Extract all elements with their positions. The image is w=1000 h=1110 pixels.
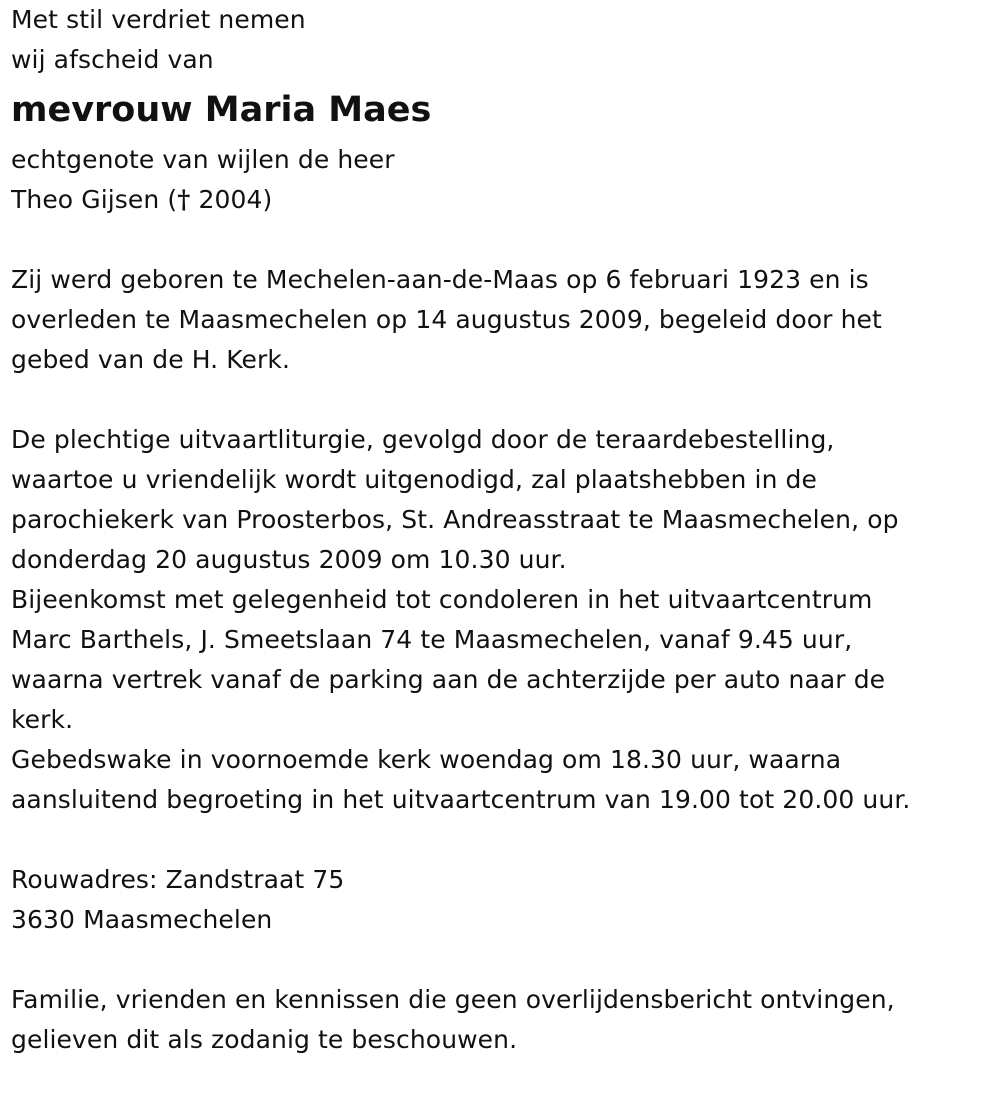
funeral-line-10: aansluitend begroeting in het uitvaartcentrum van 19.00 tot 20.00 uur.	[11, 785, 911, 814]
birth-death-line-1: Zij werd geboren te Mechelen-aan-de-Maas op 6 februari 1923 en is	[11, 265, 869, 294]
funeral-line-5: Bijeenkomst met gelegenheid tot condoleren in het uitvaartcentrum	[11, 585, 873, 614]
birth-death-line-3: gebed van de H. Kerk.	[11, 345, 291, 374]
address-line-1: Rouwadres: Zandstraat 75	[11, 865, 345, 894]
spacer	[11, 820, 991, 860]
deceased-name: mevrouw Maria Maes	[11, 90, 432, 130]
funeral-line-3: parochiekerk van Proosterbos, St. Andreasstraat te Maasmechelen, op	[11, 505, 899, 534]
funeral-line-4: donderdag 20 augustus 2009 om 10.30 uur.	[11, 545, 567, 574]
funeral-line-2: waartoe u vriendelijk wordt uitgenodigd, zal plaatshebben in de	[11, 465, 818, 494]
cross-icon: †	[177, 185, 191, 214]
intro-line-1: Met stil verdriet nemen	[11, 5, 306, 34]
intro-line-2: wij afscheid van	[11, 45, 214, 74]
spouse-line	[11, 180, 991, 220]
spacer	[11, 220, 991, 260]
funeral-line-7: waarna vertrek vanaf de parking aan de achterzijde per auto naar de	[11, 665, 886, 694]
obituary-notice	[11, 0, 991, 1060]
relation-line: echtgenote van wijlen de heer	[11, 145, 395, 174]
spacer	[11, 940, 991, 980]
spouse-name: Theo Gijsen (	[11, 185, 178, 214]
closing-line-1: Familie, vrienden en kennissen die geen overlijdensbericht ontvingen,	[11, 985, 895, 1014]
address-line-2: 3630 Maasmechelen	[11, 905, 273, 934]
birth-death-line-2: overleden te Maasmechelen op 14 augustus 2009, begeleid door het	[11, 305, 882, 334]
closing-line-2: gelieven dit als zodanig te beschouwen.	[11, 1025, 518, 1054]
spouse-death-year: 2004)	[190, 185, 273, 214]
spacer	[11, 380, 991, 420]
funeral-line-8: kerk.	[11, 705, 74, 734]
funeral-line-1: De plechtige uitvaartliturgie, gevolgd door de teraardebestelling,	[11, 425, 835, 454]
funeral-line-9: Gebedswake in voornoemde kerk woendag om 18.30 uur, waarna	[11, 745, 842, 774]
funeral-line-6: Marc Barthels, J. Smeetslaan 74 te Maasmechelen, vanaf 9.45 uur,	[11, 625, 853, 654]
